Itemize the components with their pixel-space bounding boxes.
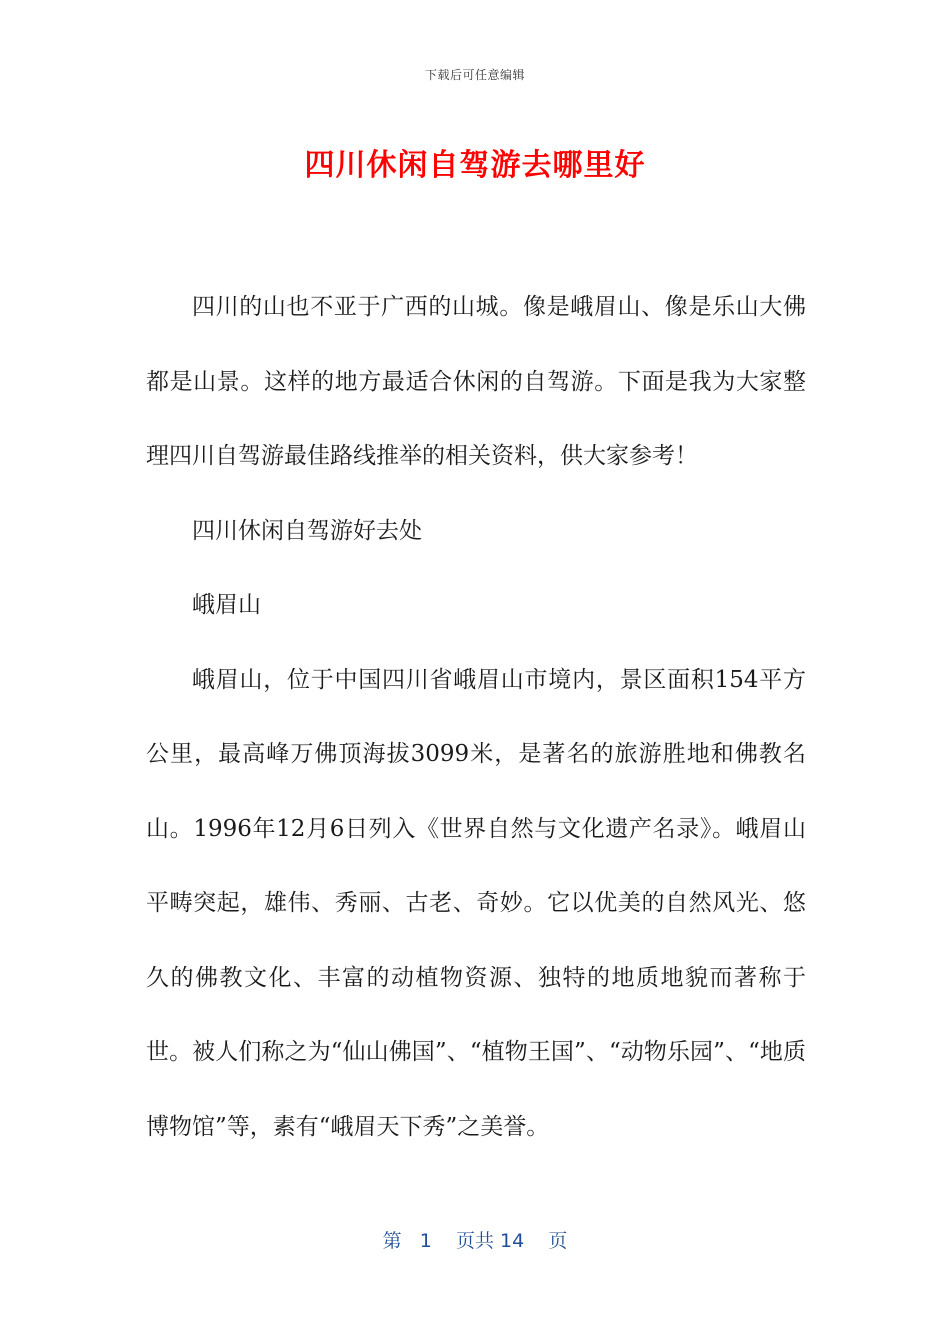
paragraph-intro: 四川的山也不亚于广西的山城。像是峨眉山、像是乐山大佛都是山景。这样的地方最适合休闲的自驾游。下面是我为大家整理四川自驾游最佳路线推举的相关资料，供大家参考！	[146, 294, 806, 469]
section-heading: 四川休闲自驾游好去处	[192, 517, 422, 544]
footer-prefix: 第	[382, 1230, 402, 1252]
subsection-heading: 峨眉山	[192, 592, 261, 618]
footer-middle: 页共	[455, 1230, 494, 1252]
footer-current-page: 1	[419, 1230, 432, 1252]
header-note: 下载后可任意编辑	[424, 68, 525, 82]
footer-suffix: 页	[548, 1230, 568, 1252]
document-body	[146, 270, 806, 1164]
document-title: 四川休闲自驾游去哪里好	[304, 148, 646, 183]
footer-total-pages: 14	[500, 1230, 525, 1252]
page-footer	[0, 1226, 950, 1253]
paragraph-emeishan: 峨眉山，位于中国四川省峨眉山市境内，景区面积154平方公里，最高峰万佛顶海拔3099米，是著名的旅游胜地和佛教名山。1996年12月6日列入《世界自然与文化遗产名录》。峨眉山平畴突起，雄伟、秀丽、古老、奇妙。它以优美的自然风光、悠久的佛教文化、丰富的动植物资源、独特的地质地貌而著称于世。被人们称之为“仙山佛国”、“植物王国”、“动物乐园”、“地质博物馆”等，素有“峨眉天下秀”之美誉。	[146, 666, 806, 1140]
